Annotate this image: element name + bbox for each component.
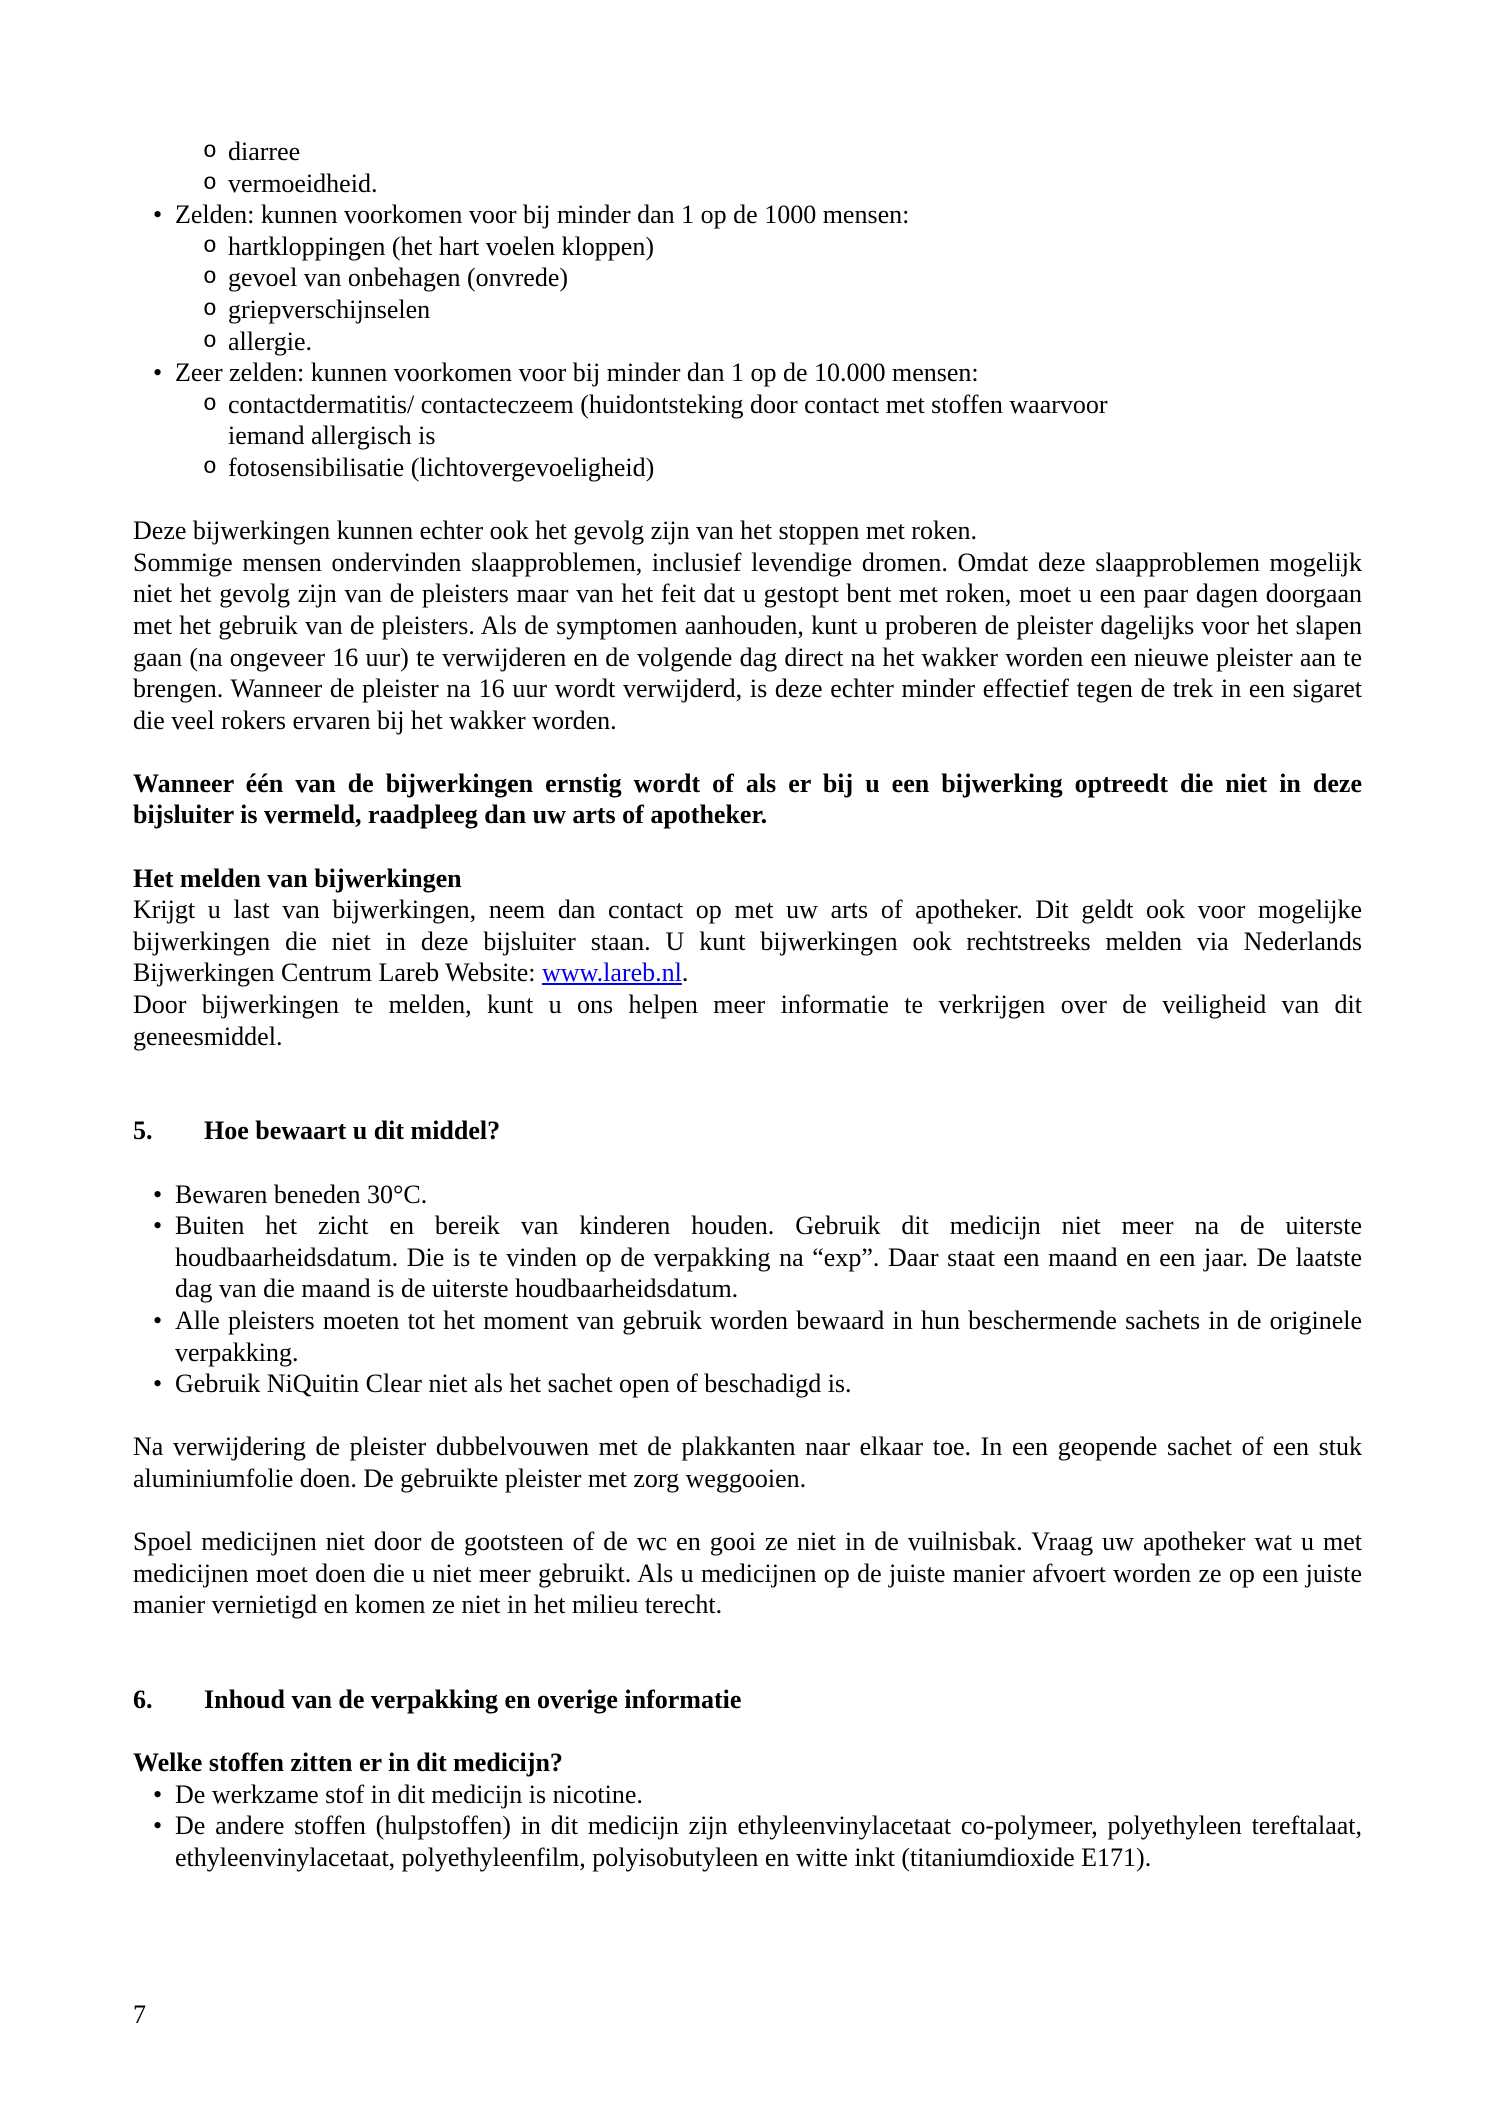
bullet-text: Zeer zelden: kunnen voorkomen voor bij minder dan 1 op de 10.000 mensen:: [175, 358, 979, 388]
reporting-heading: Het melden van bijwerkingen: [133, 863, 462, 893]
circle-bullet-icon: o: [203, 232, 217, 259]
section-5-heading: [133, 1115, 1362, 1147]
bullet-item: [133, 1810, 1362, 1873]
sub-bullet-item: [133, 294, 1362, 326]
bullet-text: Buiten het zicht en bereik van kinderen houden. Gebruik dit medicijn niet meer na de uiterste houdbaarheidsdatum. Die is te vinden op de verpakking na “exp”. Daar staat een maand en een jaar. De laatste dag van die maand is de uiterste houdbaarheidsdatum.: [175, 1211, 1362, 1304]
sub-bullet-item: [133, 262, 1362, 294]
sub-bullet-text: fotosensibilisatie (lichtovergevoeligheid): [228, 452, 655, 482]
sub-bullet-item: [133, 136, 1362, 168]
page-number: 7: [133, 2000, 146, 2029]
bullet-icon: •: [153, 1811, 163, 1841]
bullet-text: Gebruik NiQuitin Clear niet als het sachet open of beschadigd is.: [175, 1369, 852, 1399]
paragraph-stop-smoking-note: Deze bijwerkingen kunnen echter ook het gevolg zijn van het stoppen met roken.: [133, 516, 978, 546]
bullet-icon: •: [153, 1369, 163, 1399]
sub-bullet-text-continuation: iemand allergisch is: [228, 421, 436, 451]
page-content: [133, 136, 1362, 1874]
section-6-title: Inhoud van de verpakking en overige informatie: [204, 1685, 742, 1715]
circle-bullet-icon: o: [203, 264, 217, 291]
paragraph-reporting: [133, 894, 1362, 989]
sub-bullet-item: [133, 326, 1362, 358]
circle-bullet-icon: o: [203, 327, 217, 354]
sub-bullet-item: [133, 452, 1362, 484]
reporting-text-suffix: .: [681, 958, 689, 988]
bullet-item: [133, 1305, 1362, 1368]
sub-bullet-item: [133, 231, 1362, 263]
lareb-link[interactable]: www.lareb.nl: [542, 958, 682, 988]
bullet-item: [133, 1779, 1362, 1811]
bullet-icon: •: [153, 1211, 163, 1241]
bullet-icon: •: [153, 358, 163, 388]
sub-bullet-text: griepverschijnselen: [228, 294, 431, 324]
bullet-item: [133, 1179, 1362, 1211]
paragraph-reporting-2: Door bijwerkingen te melden, kunt u ons helpen meer informatie te verkrijgen over de veiligheid van dit geneesmiddel.: [133, 990, 1362, 1051]
paragraph-sleep-problems: Sommige mensen ondervinden slaapproblemen, inclusief levendige dromen. Omdat deze slaapproblemen mogelijk niet het gevolg zijn van de pleisters maar van het feit dat u gestopt bent met roken, moet u een paar dagen doorgaan met het gebruik van de pleisters. Als de symptomen aanhouden, kunt u proberen de pleister dagelijks voor het slapen gaan (na ongeveer 16 uur) te verwijderen en de volgende dag direct na het wakker worden een nieuwe pleister aan te brengen. Wanneer de pleister na 16 uur wordt verwijderd, is deze echter minder effectief tegen de trek in een sigaret die veel rokers ervaren bij het wakker worden.: [133, 547, 1362, 735]
section-6-subheading: Welke stoffen zitten er in dit medicijn?: [133, 1748, 563, 1778]
section-6-number: 6.: [133, 1685, 153, 1715]
bullet-icon: •: [153, 1179, 163, 1209]
bullet-text: Alle pleisters moeten tot het moment van gebruik worden bewaard in hun beschermende sachets in de originele verpakking.: [175, 1305, 1362, 1367]
sub-bullet-text: vermoeidheid.: [228, 168, 378, 198]
circle-bullet-icon: o: [203, 295, 217, 322]
bullet-text: Zelden: kunnen voorkomen voor bij minder dan 1 op de 1000 mensen:: [175, 200, 910, 230]
sub-bullet-item: [133, 389, 1362, 452]
circle-bullet-icon: o: [203, 390, 217, 417]
circle-bullet-icon: o: [203, 453, 217, 480]
bullet-item: [133, 1368, 1362, 1400]
bullet-text: De werkzame stof in dit medicijn is nicotine.: [175, 1779, 643, 1809]
section-5-number: 5.: [133, 1116, 153, 1146]
bullet-text: Bewaren beneden 30°C.: [175, 1179, 428, 1209]
bullet-icon: •: [153, 200, 163, 230]
bullet-text: De andere stoffen (hulpstoffen) in dit medicijn zijn ethyleenvinylacetaat co-polymeer, polyethyleen tereftalaat, ethyleenvinylacetaat, polyethyleenfilm, polyisobutyleen en witte inkt (titaniumdioxide E171).: [175, 1811, 1362, 1873]
circle-bullet-icon: o: [203, 169, 217, 196]
paragraph-disposal-2: Spoel medicijnen niet door de gootsteen of de wc en gooi ze niet in de vuilnisbak. Vraag uw apotheker wat u met medicijnen moet doen die u niet meer gebruikt. Als u medicijnen op de juiste manier afvoert worden ze op een juiste manier vernietigd en komen ze niet in het milieu terecht.: [133, 1527, 1362, 1620]
sub-bullet-text: allergie.: [228, 326, 312, 356]
bullet-item: [133, 199, 1362, 231]
circle-bullet-icon: o: [203, 138, 217, 164]
sub-bullet-text: gevoel van onbehagen (onvrede): [228, 263, 569, 293]
sub-bullet-text: hartkloppingen (het hart voelen kloppen): [228, 231, 654, 261]
paragraph-disposal-1: Na verwijdering de pleister dubbelvouwen met de plakkanten naar elkaar toe. In een geopende sachet of een stuk aluminiumfolie doen. De gebruikte pleister met zorg weggooien.: [133, 1432, 1362, 1493]
bullet-icon: •: [153, 1305, 163, 1335]
sub-bullet-text: contactdermatitis/ contacteczeem (huidontsteking door contact met stoffen waarvoor: [228, 389, 1108, 419]
bullet-item: [133, 1210, 1362, 1305]
bullet-icon: •: [153, 1779, 163, 1809]
sub-bullet-text: diarree: [228, 137, 301, 166]
section-5-title: Hoe bewaart u dit middel?: [204, 1116, 501, 1146]
reporting-text: Krijgt u last van bijwerkingen, neem dan contact op met uw arts of apotheker. Dit geldt ook voor mogelijke bijwerkingen die niet in deze bijsluiter staan. U kunt bijwerkingen ook rechtstreeks melden via Nederlands Bijwerkingen Centrum Lareb Website:: [133, 895, 1362, 988]
section-6-heading: [133, 1684, 1362, 1716]
paragraph-serious-warning: Wanneer één van de bijwerkingen ernstig wordt of als er bij u een bijwerking optreedt die niet in deze bijsluiter is vermeld, raadpleeg dan uw arts of apotheker.: [133, 768, 1362, 830]
sub-bullet-item: [133, 168, 1362, 200]
bullet-item: [133, 357, 1362, 389]
